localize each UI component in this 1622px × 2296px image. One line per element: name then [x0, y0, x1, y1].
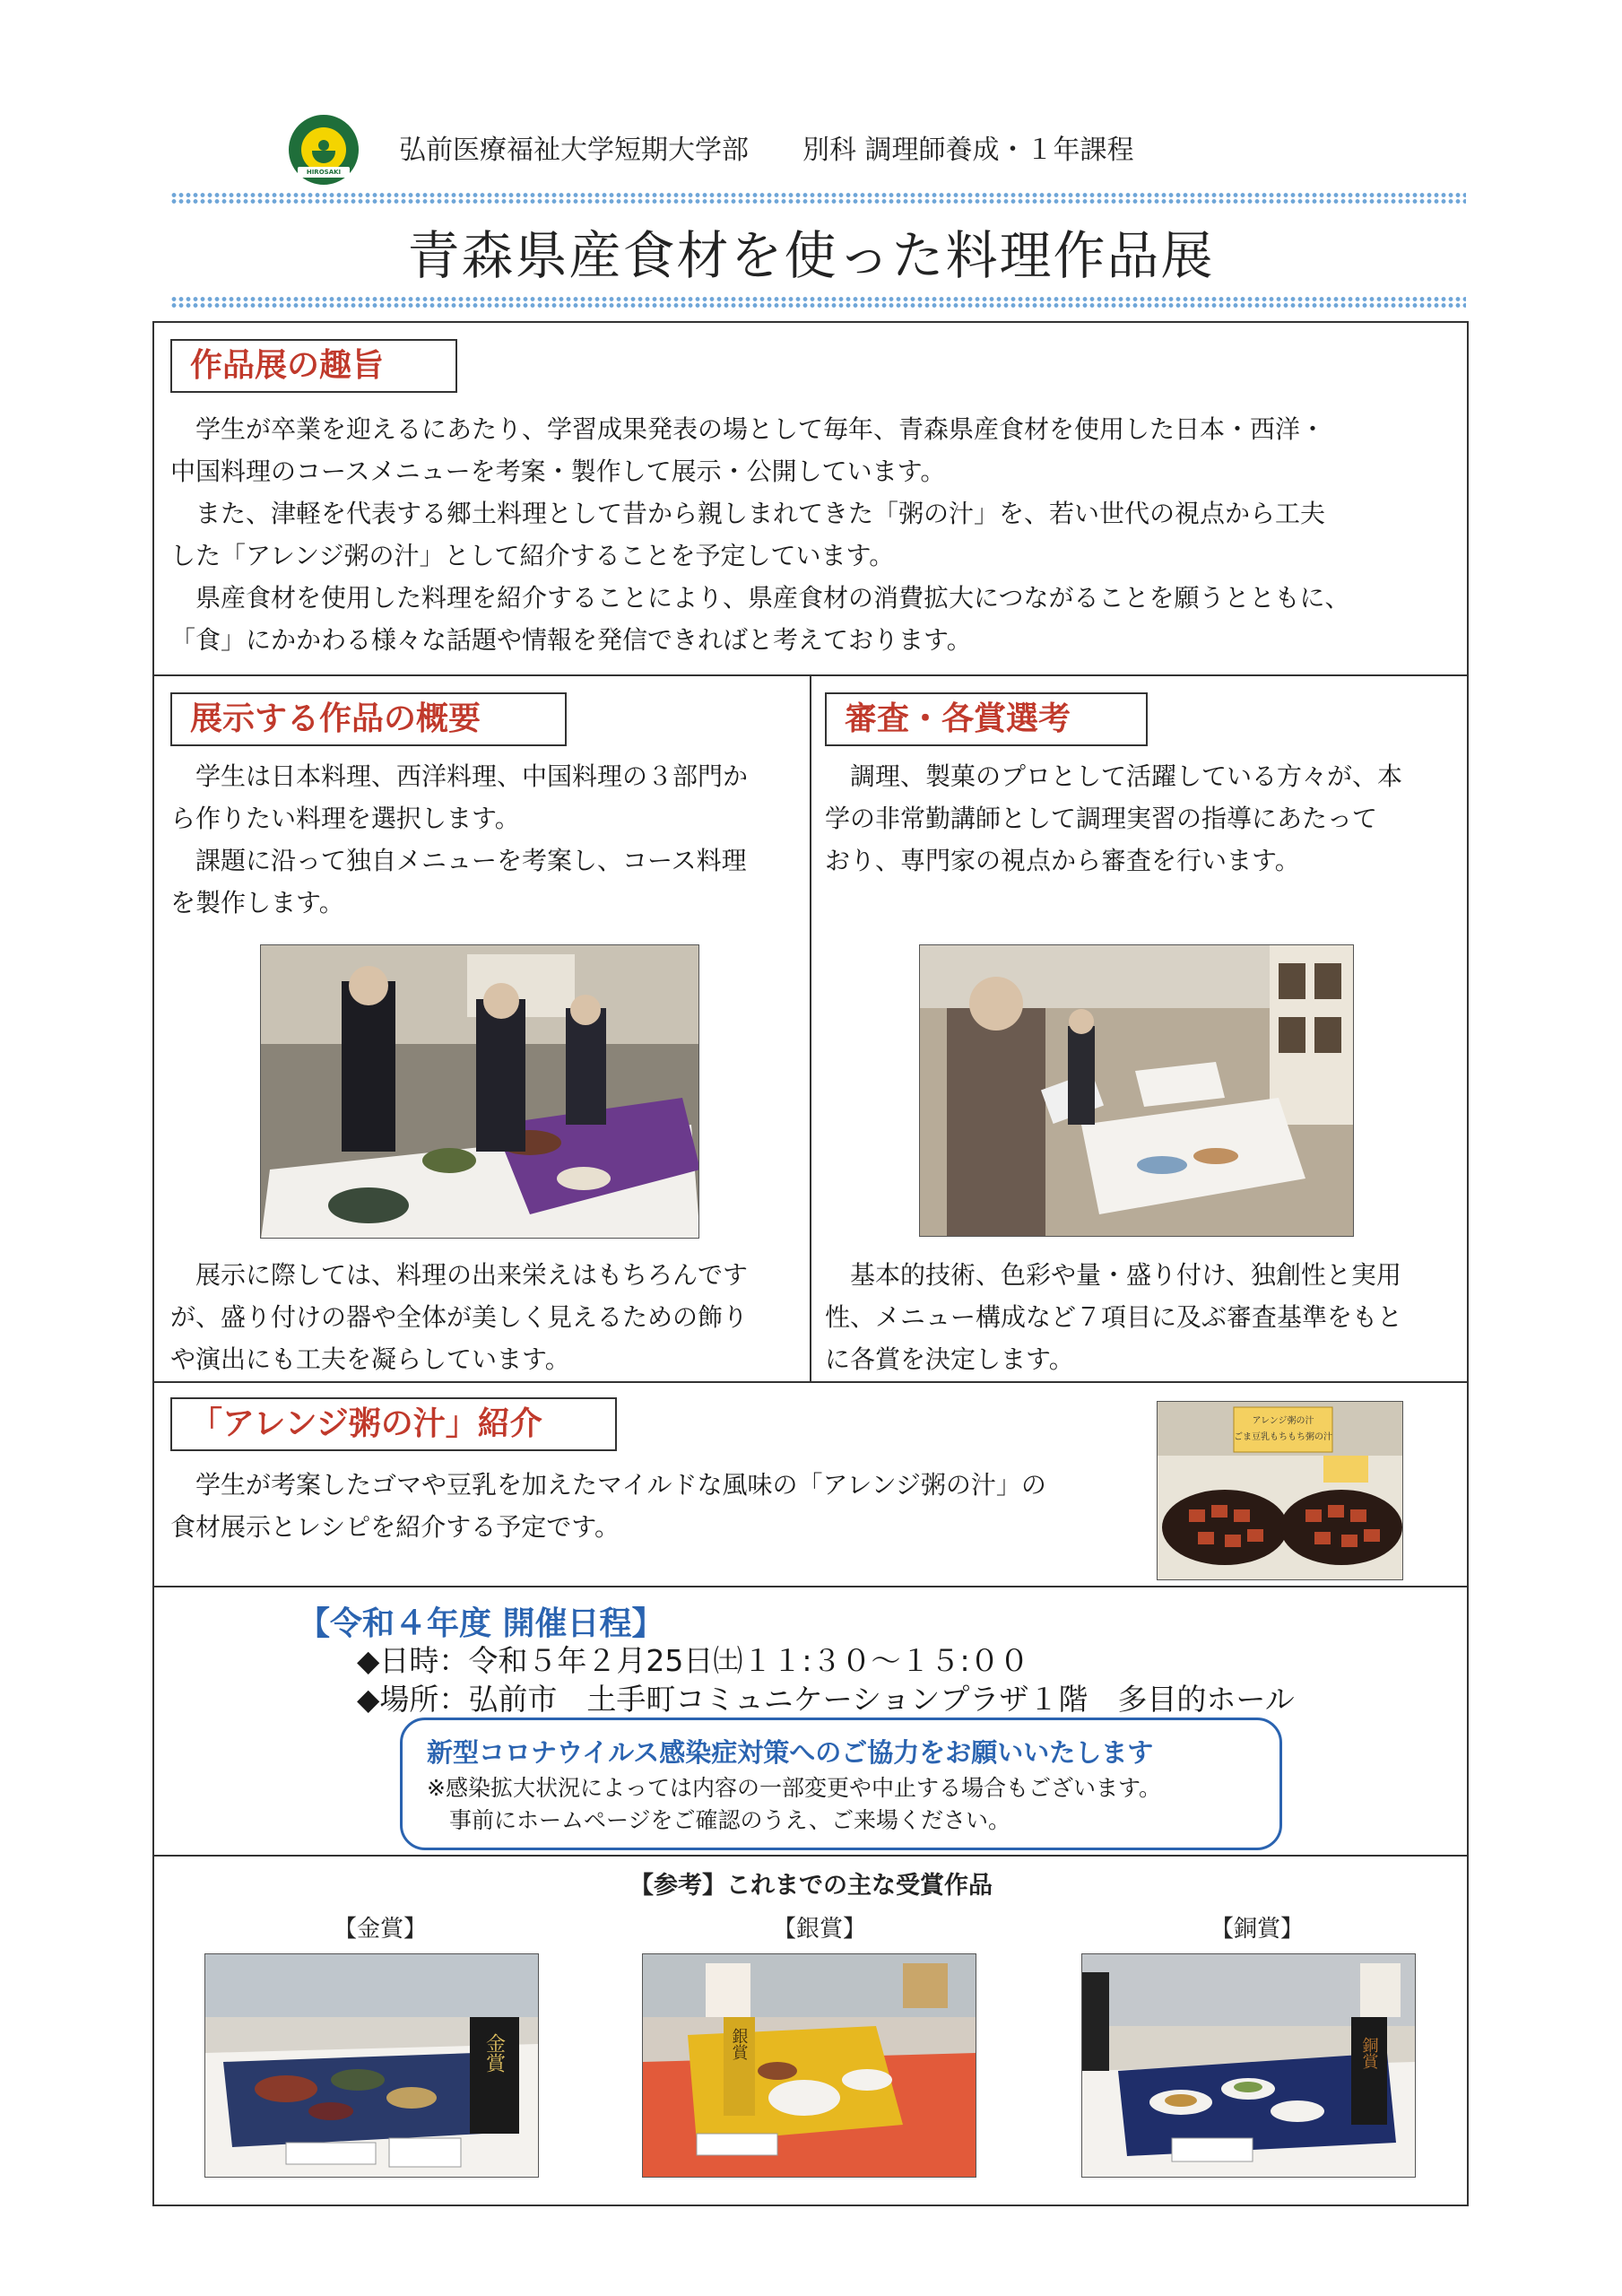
judging-line: 調理、製菓のプロとして活躍している方々が、本: [825, 761, 1403, 791]
overview-line: を製作します。: [170, 888, 344, 918]
bottom-dotted-stripe: [170, 296, 1466, 309]
photo-illustration: [920, 945, 1354, 1237]
overview-line: が、盛り付けの器や全体が美しく見えるための飾り: [170, 1302, 749, 1332]
silver-award-photo: [642, 1953, 976, 2178]
schedule-place: ◆場所：弘前市 土手町コミュニケーションプラザ１階 多目的ホール: [357, 1682, 1295, 1717]
notice-line-1: ※感染拡大状況によっては内容の一部変更や中止する場合もございます。: [427, 1775, 1161, 1801]
judging-line: に各賞を決定します。: [825, 1344, 1074, 1374]
bronze-label: 【銅賞】: [1210, 1916, 1305, 1943]
gold-sign-text: 金賞: [482, 2033, 506, 2073]
overview-line: 学生は日本料理、西洋料理、中国料理の３部門か: [170, 761, 749, 791]
overview-text-top: [170, 755, 802, 924]
judging-line: 基本的技術、色彩や量・盛り付け、独創性と実用: [825, 1260, 1401, 1290]
judges-reviewing-photo: [919, 944, 1354, 1237]
purpose-line: 学生が卒業を迎えるにあたり、学習成果発表の場として毎年、青森県産食材を使用した日本・西洋・: [170, 414, 1326, 444]
bronze-award-photo: [1081, 1953, 1416, 2178]
arrange-text: [170, 1464, 1148, 1548]
judging-line: おり、専門家の視点から審査を行います。: [825, 846, 1300, 875]
schedule-title: 【令和４年度 開催日程】: [298, 1605, 664, 1642]
gold-label: 【金賞】: [334, 1916, 428, 1943]
top-dotted-stripe: [170, 192, 1466, 204]
gold-award-photo: [204, 1953, 539, 2178]
column-divider: [810, 674, 811, 1381]
photo-illustration: [643, 1954, 976, 2178]
judging-text-top: [825, 755, 1457, 882]
emblem-icon: [301, 127, 346, 172]
purpose-line: 中国料理のコースメニューを考案・製作して展示・公開しています。: [170, 457, 946, 486]
notice-line-2: 事前にホームページをご確認のうえ、ご来場ください。: [427, 1807, 1011, 1833]
awards-title: 【参考】これまでの主な受賞作品: [629, 1872, 993, 1900]
divider: [152, 1586, 1469, 1587]
arrange-line: 学生が考案したゴマや豆乳を加えたマイルドな風味の「アレンジ粥の汁」の: [170, 1470, 1046, 1500]
notice-title: 新型コロナウイルス感染症対策へのご協力をお願いいたします: [427, 1737, 1154, 1768]
arrange-line: 食材展示とレシピを紹介する予定です。: [170, 1512, 620, 1542]
silver-sign-text: 銀賞: [729, 2028, 749, 2060]
schedule-date: ◆日時：令和５年２月25日㈯１１:３０～１５:００: [357, 1643, 1029, 1678]
overview-line: 課題に沿って独自メニューを考案し、コース料理: [170, 846, 747, 875]
overview-text-bottom: [170, 1254, 802, 1380]
judging-heading: 審査・各賞選考: [825, 692, 1148, 746]
judging-text-bottom: [825, 1254, 1457, 1380]
arrange-heading: 「アレンジ粥の汁」紹介: [170, 1397, 617, 1451]
purpose-line: した「アレンジ粥の汁」として紹介することを予定しています。: [170, 541, 895, 570]
divider: [152, 1381, 1469, 1383]
overview-line: や演出にも工夫を凝らしています。: [170, 1344, 570, 1374]
purpose-line: 「食」にかかわる様々な話題や情報を発信できればと考えております。: [170, 625, 972, 655]
purpose-text: [170, 408, 1453, 661]
students-tasting-photo: [260, 944, 699, 1239]
page-title: 青森県産食材を使った料理作品展: [407, 225, 1215, 286]
photo-illustration: [205, 1954, 539, 2178]
bronze-sign-text: 銅賞: [1359, 2037, 1379, 2069]
photo-illustration: [1158, 1402, 1403, 1580]
overview-line: 展示に際しては、料理の出来栄えはもちろんです: [170, 1260, 749, 1290]
photo-illustration: [1082, 1954, 1416, 2178]
divider: [152, 1855, 1469, 1857]
purpose-line: 県産食材を使用した料理を紹介することにより、県産食材の消費拡大につながることを願うとともに、: [170, 583, 1350, 613]
sign-text-1: アレンジ粥の汁: [1252, 1416, 1314, 1426]
logo-text: HIROSAKI: [298, 167, 350, 178]
purpose-line: また、津軽を代表する郷土料理として昔から親しまれてきた「粥の汁」を、若い世代の視点から工夫: [170, 499, 1326, 528]
university-logo: [289, 115, 359, 185]
purpose-heading: 作品展の趣旨: [170, 339, 457, 393]
judging-line: 性、メニュー構成など７項目に及ぶ審査基準をもと: [825, 1302, 1403, 1332]
judging-line: 学の非常勤講師として調理実習の指導にあたって: [825, 804, 1378, 833]
silver-label: 【銀賞】: [773, 1916, 867, 1943]
sign-text-2: ごま豆乳もちもち粥の汁: [1234, 1432, 1332, 1442]
photo-illustration: [261, 945, 699, 1239]
overview-line: ら作りたい料理を選択します。: [170, 804, 520, 833]
overview-heading: 展示する作品の概要: [170, 692, 567, 746]
arrange-kayu-photo: [1157, 1401, 1403, 1580]
header-text: 弘前医療福祉大学短期大学部 別科 調理師養成・１年課程: [399, 135, 1134, 166]
